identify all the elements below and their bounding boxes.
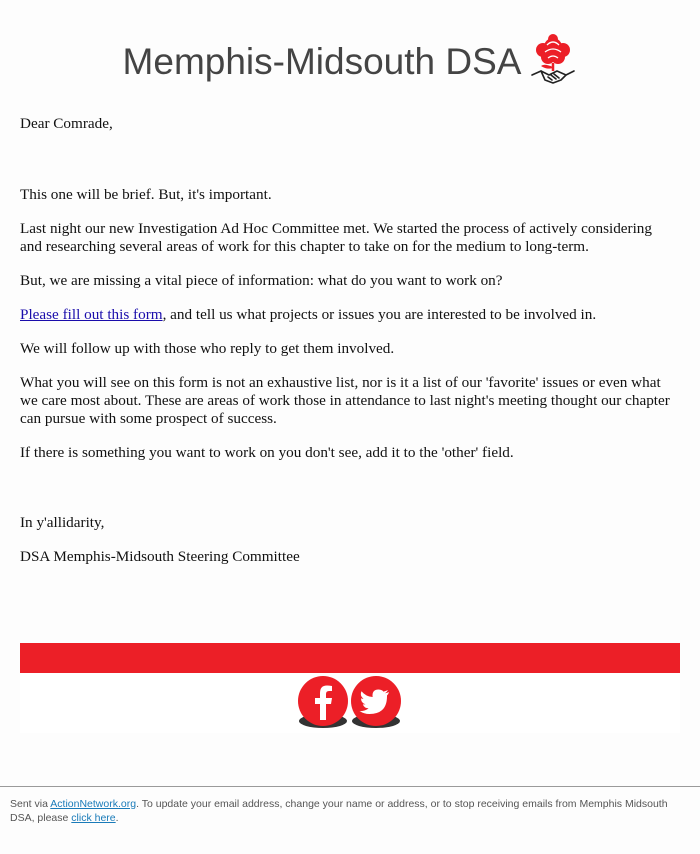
click-here-link[interactable]: click here	[71, 812, 116, 824]
twitter-icon[interactable]	[350, 675, 402, 731]
signature: DSA Memphis-Midsouth Steering Committee	[20, 548, 300, 565]
footer-red-bar	[20, 643, 680, 673]
footer-middle-text: . To update your email address, change your name or address, or to stop receiving emails from Memphis Midsouth DSA, please	[10, 798, 668, 824]
greeting: Dear Comrade,	[20, 115, 113, 132]
footer-text	[10, 797, 680, 825]
paragraph-2: Last night our new Investigation Ad Hoc Committee met. We started the process of actively considering and researching several areas of work for this chapter to take on for the medium to long-term.	[20, 220, 652, 255]
paragraph-6: What you will see on this form is not an exhaustive list, nor is it a list of our 'favorite' issues or even what we care most about. These are areas of work those in attendance to last night's meeting thought our chapter can pursue with some prospect of success.	[20, 374, 670, 427]
footer-divider	[0, 786, 700, 787]
paragraph-7: If there is something you want to work on you don't see, add it to the 'other' field.	[20, 444, 514, 461]
paragraph-3: But, we are missing a vital piece of information: what do you want to work on?	[20, 272, 503, 289]
org-title: Memphis-Midsouth DSA	[122, 41, 522, 82]
footer-sent-via: Sent via	[10, 798, 51, 810]
paragraph-5: We will follow up with those who reply to get them involved.	[20, 340, 395, 357]
paragraph-4-text: , and tell us what projects or issues you are interested to be involved in.	[162, 306, 597, 323]
paragraph-1: This one will be brief. But, it's important.	[20, 186, 272, 203]
email-body	[20, 115, 670, 566]
email-header	[0, 30, 700, 94]
paragraph-4	[20, 306, 670, 324]
facebook-icon[interactable]	[297, 675, 349, 731]
footer-end: .	[115, 812, 119, 824]
signoff: In y'allidarity,	[20, 514, 105, 531]
form-link[interactable]: Please fill out this form	[20, 306, 163, 323]
actionnetwork-link[interactable]: ActionNetwork.org	[50, 798, 137, 810]
dsa-rose-logo-icon	[529, 33, 577, 87]
